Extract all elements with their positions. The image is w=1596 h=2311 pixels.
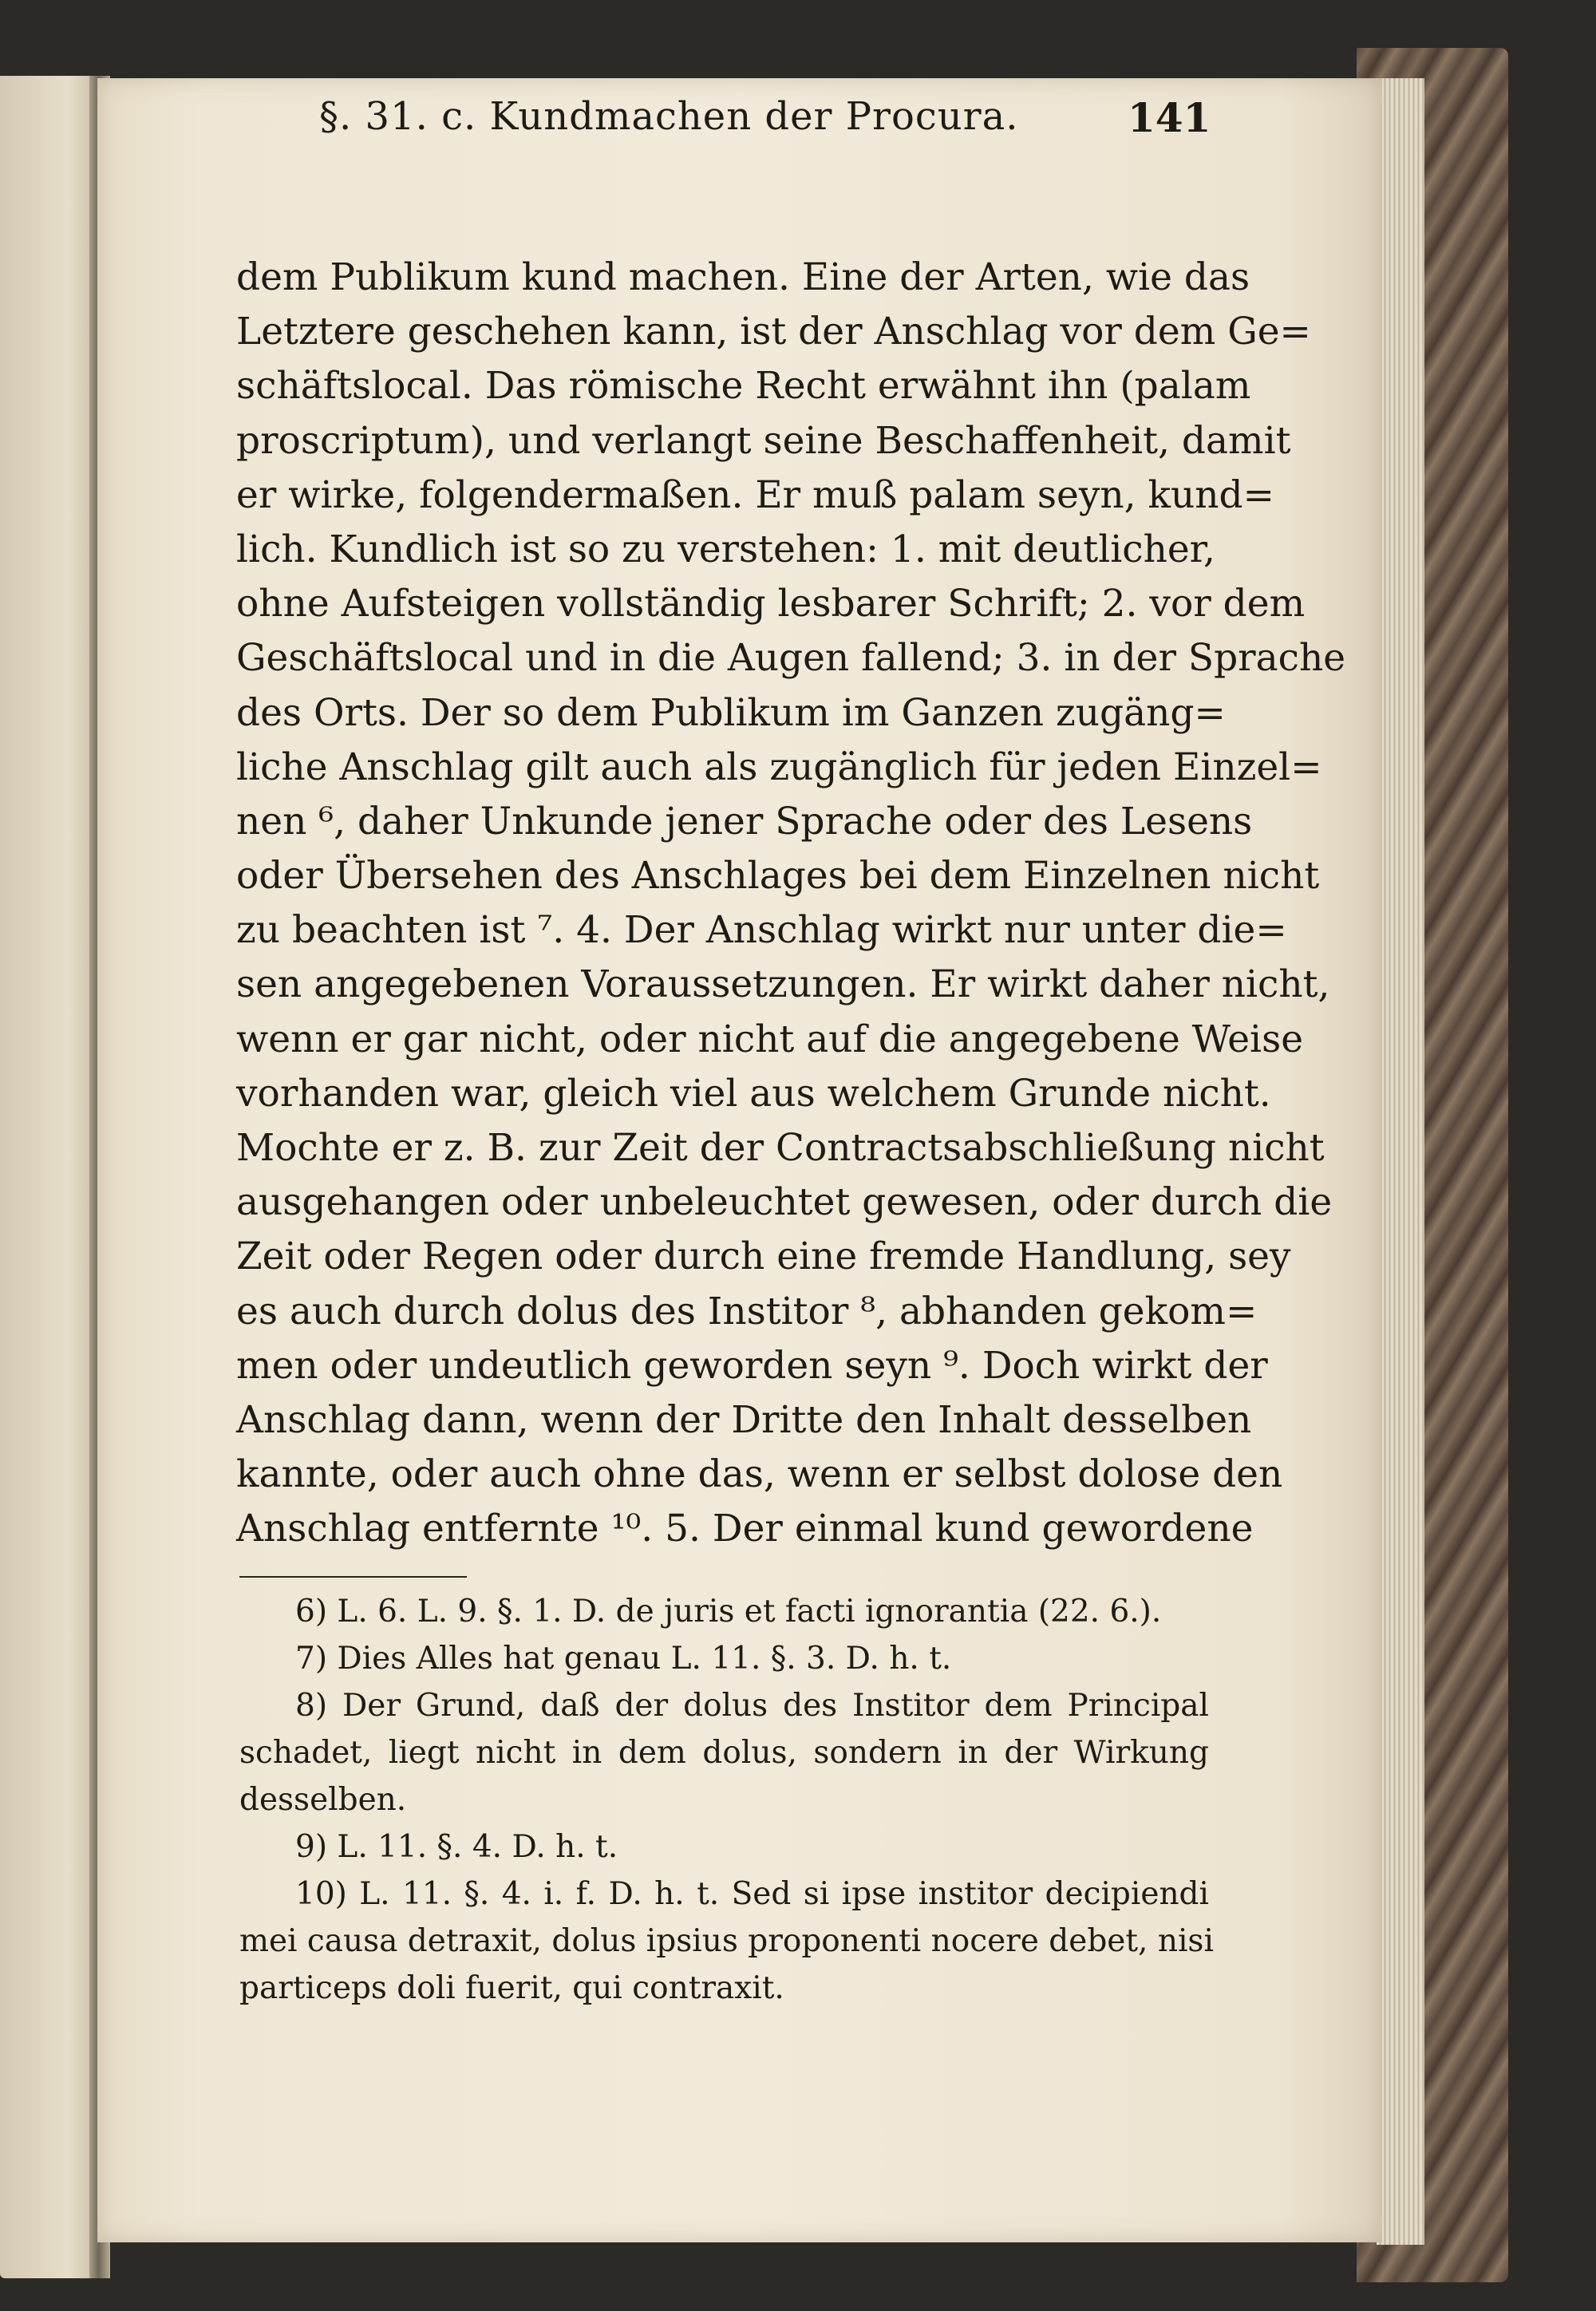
text-line: lich. Kundlich ist so zu verstehen: 1. mit deutlicher, [236, 527, 1215, 571]
footnote-rule [239, 1576, 467, 1578]
footnote-line: schadet, liegt nicht in dem dolus, sondern in der Wirkung [239, 1735, 1209, 1771]
text-line: Anschlag dann, wenn der Dritte den Inhalt desselben [236, 1397, 1252, 1442]
page-edges [1377, 78, 1424, 2245]
text-line: nen ⁶, daher Unkunde jener Sprache oder des Lesens [236, 799, 1253, 843]
text-line: er wirke, folgendermaßen. Er muß palam seyn, kund= [236, 472, 1275, 517]
text-line: sen angegebenen Voraussetzungen. Er wirkt daher nicht, [236, 962, 1330, 1007]
text-line: ohne Aufsteigen vollständig lesbarer Schrift; 2. vor dem [236, 582, 1306, 626]
footnote-line: 7) Dies Alles hat genau L. 11. §. 3. D. h. t. [295, 1641, 952, 1677]
footnote-line: 8) Der Grund, daß der dolus des Institor dem Principal [295, 1688, 1209, 1724]
text-line: Geschäftslocal und in die Augen fallend; 3. in der Sprache [236, 636, 1346, 681]
footnote-line: 10) L. 11. §. 4. i. f. D. h. t. Sed si ipse institor decipiendi [295, 1876, 1209, 1912]
text-line: proscriptum), und verlangt seine Beschaffenheit, damit [236, 418, 1291, 463]
text-line: vorhanden war, gleich viel aus welchem Grunde nicht. [236, 1071, 1271, 1116]
footnote-line: 6) L. 6. L. 9. §. 1. D. de juris et facti ignorantia (22. 6.). [295, 1594, 1162, 1630]
page-number: 141 [1128, 94, 1211, 141]
text-line: liche Anschlag gilt auch als zugänglich für jeden Einzel= [236, 745, 1322, 789]
footnote-line: particeps doli fuerit, qui contraxit. [239, 1970, 784, 2006]
text-line: es auch durch dolus des Institor ⁸, abhanden gekom= [236, 1289, 1258, 1333]
main-text [236, 251, 1346, 1557]
footnote-line: 9) L. 11. §. 4. D. h. t. [295, 1829, 618, 1865]
footnote-line: mei causa detraxit, dolus ipsius proponenti nocere debet, nisi [239, 1923, 1214, 1959]
text-line: wenn er gar nicht, oder nicht auf die angegebene Weise [236, 1017, 1304, 1061]
text-line: men oder undeutlich geworden seyn ⁹. Doch wirkt der [236, 1343, 1268, 1388]
text-line: Letztere geschehen kann, ist der Anschlag vor dem Ge= [236, 310, 1311, 354]
text-line: oder Übersehen des Anschlages bei dem Einzelnen nicht [236, 854, 1320, 899]
text-line: schäftslocal. Das römische Recht erwähnt ihn (palam [236, 364, 1251, 409]
text-line: dem Publikum kund machen. Eine der Arten, wie das [236, 255, 1250, 299]
text-line: Mochte er z. B. zur Zeit der Contractsabschließung nicht [236, 1126, 1325, 1170]
text-line: Anschlag entfernte ¹⁰. 5. Der einmal kund gewordene [236, 1507, 1254, 1551]
footnotes [239, 1588, 1214, 2012]
footnote-line: desselben. [239, 1782, 407, 1818]
text-line: zu beachten ist ⁷. 4. Der Anschlag wirkt nur unter die= [236, 908, 1287, 953]
running-title: §. 31. c. Kundmachen der Procura. [319, 94, 1019, 139]
text-line: Zeit oder Regen oder durch eine fremde Handlung, sey [236, 1235, 1291, 1279]
text-line: kannte, oder auch ohne das, wenn er selbst dolose den [236, 1452, 1283, 1497]
text-line: ausgehangen oder unbeleuchtet gewesen, oder durch die [236, 1180, 1333, 1225]
page-header [319, 94, 1211, 158]
text-line: des Orts. Der so dem Publikum im Ganzen zugäng= [236, 690, 1226, 735]
left-page-edge [0, 76, 97, 2278]
